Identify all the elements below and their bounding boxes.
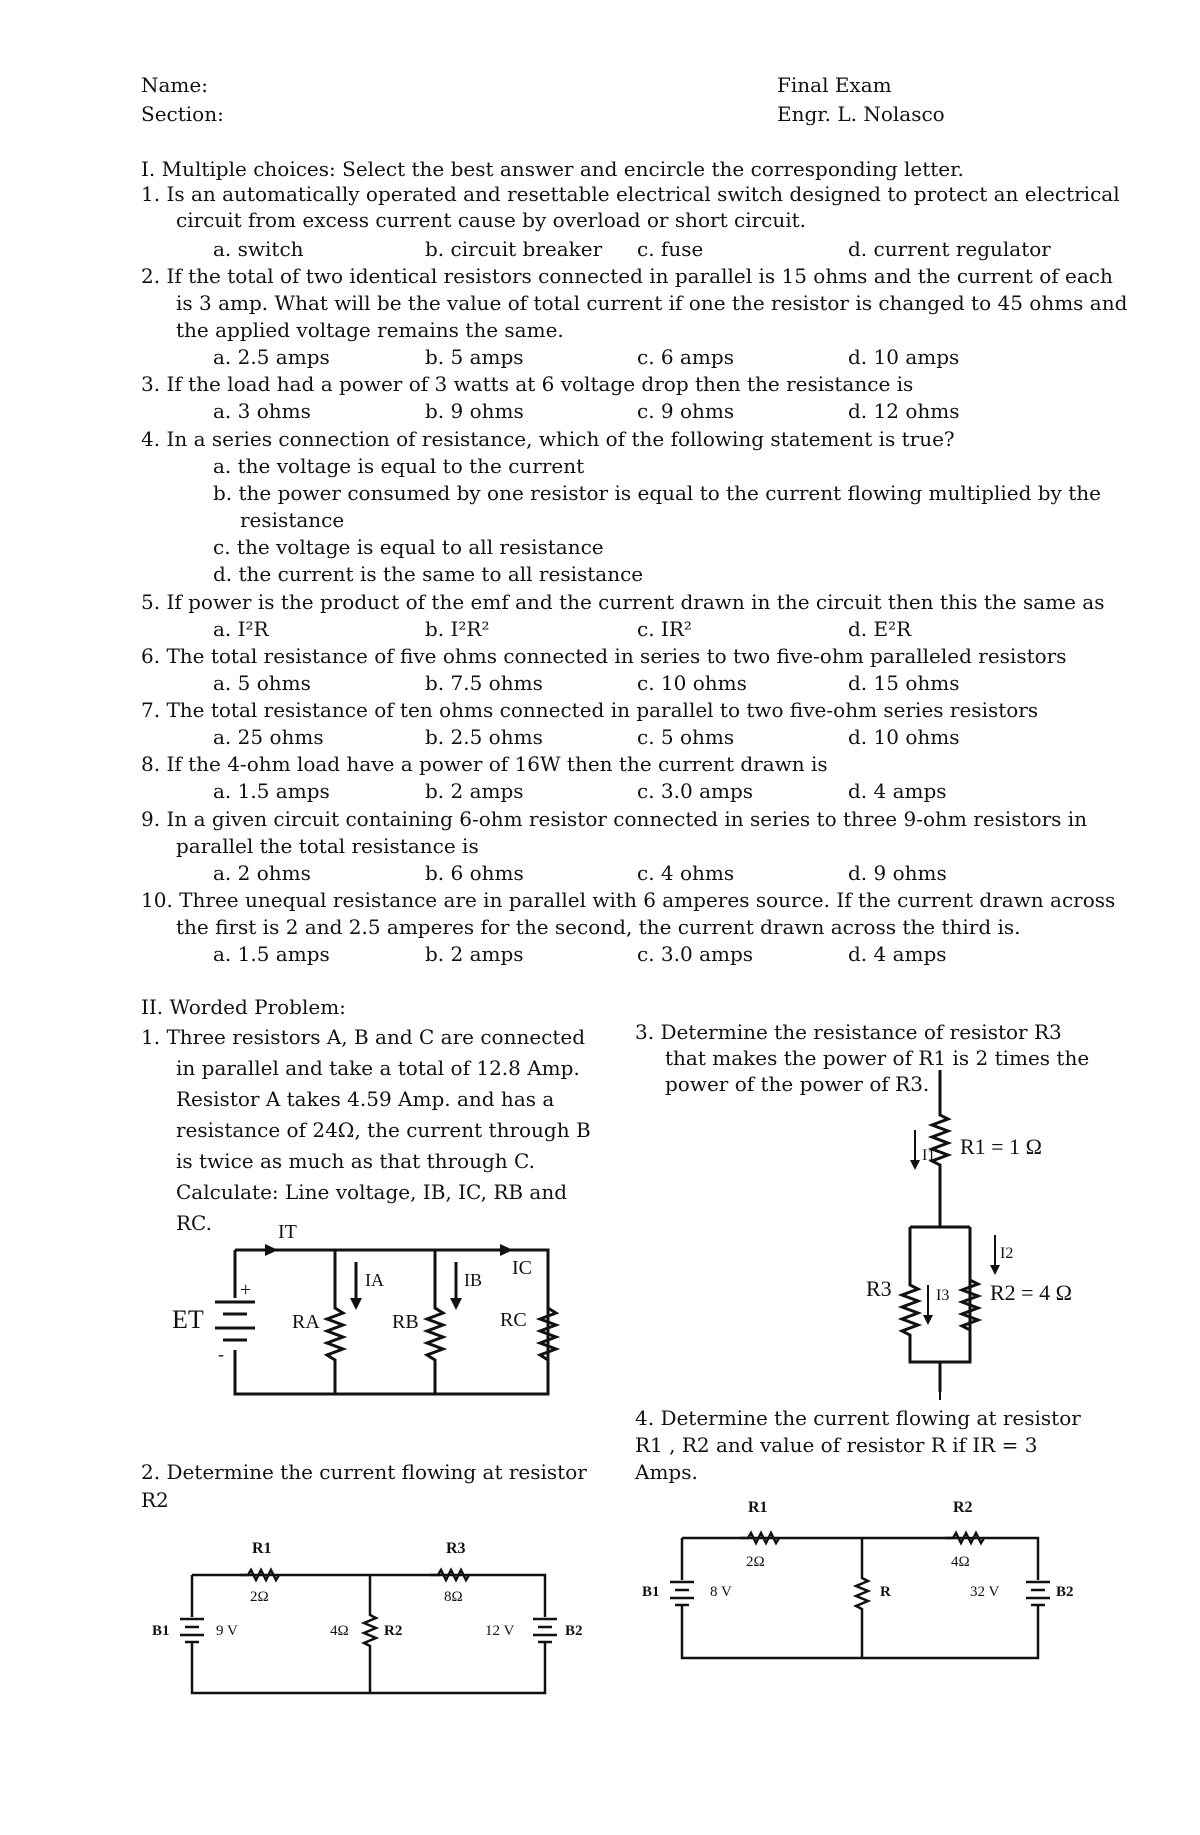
part2-title: II. Worded Problem:	[141, 995, 346, 1019]
q1-text: circuit from excess current cause by overload or short circuit.	[176, 208, 807, 232]
problem3-text: that makes the power of R1 is 2 times the	[665, 1046, 1090, 1070]
circuit-diagram-4	[640, 1490, 1100, 1670]
current-ia-label: IA	[365, 1270, 384, 1290]
q3-text: 3. If the load had a power of 3 watts at 6 voltage drop then the resistance is	[141, 372, 914, 396]
q6-choice-c: c. 10 ohms	[637, 671, 747, 695]
q6-text: 6. The total resistance of five ohms connected in series to two five-ohm paralleled resistors	[141, 644, 1067, 668]
problem1-text: resistance of 24Ω, the current through B	[176, 1118, 591, 1142]
q3-choice-b: b. 9 ohms	[425, 399, 524, 423]
q5-text: 5. If power is the product of the emf and the current drawn in the circuit then this the same as	[141, 590, 1105, 614]
resistor-r1-label: R1	[252, 1540, 272, 1557]
q4-choice-c: c. the voltage is equal to all resistance	[213, 535, 604, 559]
resistor-r2-label: R2	[384, 1623, 403, 1639]
q9-choice-a: a. 2 ohms	[213, 861, 311, 885]
q3-choice-c: c. 9 ohms	[637, 399, 735, 423]
resistor-r2-label: R2 = 4 Ω	[990, 1280, 1072, 1305]
current-i1-label: I1	[922, 1147, 936, 1164]
problem2-text: R2	[141, 1488, 169, 1512]
resistor-r1-value: 2Ω	[250, 1589, 269, 1605]
current-ib-label: IB	[464, 1270, 482, 1290]
q9-choice-b: b. 6 ohms	[425, 861, 524, 885]
q8-choice-c: c. 3.0 amps	[637, 779, 754, 803]
q9-choice-d: d. 9 ohms	[848, 861, 947, 885]
q7-choice-d: d. 10 ohms	[848, 725, 960, 749]
q5-choice-c: c. IR²	[637, 617, 692, 641]
q7-choice-b: b. 2.5 ohms	[425, 725, 543, 749]
source-et-label: ET	[172, 1305, 204, 1334]
problem1-text: in parallel and take a total of 12.8 Amp.	[176, 1056, 580, 1080]
plus-sign: +	[240, 1279, 252, 1301]
resistor-r1-value: 2Ω	[746, 1554, 765, 1570]
problem3-text: 3. Determine the resistance of resistor R3	[635, 1020, 1062, 1044]
problem1-text: is twice as much as that through C.	[176, 1149, 535, 1173]
q1-choice-b: b. circuit breaker	[425, 237, 603, 261]
q4-choice-b: resistance	[240, 508, 345, 532]
battery-b1-label: B1	[152, 1623, 170, 1639]
q3-choice-a: a. 3 ohms	[213, 399, 311, 423]
resistor-r3-label: R3	[446, 1540, 466, 1557]
name-label: Name:	[141, 73, 208, 97]
q1-choice-c: c. fuse	[637, 237, 704, 261]
q7-choice-a: a. 25 ohms	[213, 725, 324, 749]
problem1-text: Calculate: Line voltage, IB, IC, RB and	[176, 1180, 568, 1204]
q10-text: the first is 2 and 2.5 amperes for the second, the current drawn across the third is.	[176, 915, 1021, 939]
battery-b2-voltage: 32 V	[970, 1584, 1000, 1600]
problem4-text: 4. Determine the current flowing at resistor	[635, 1406, 1081, 1430]
current-ic-label: IC	[512, 1257, 532, 1279]
circuit-diagram-3	[860, 1070, 1100, 1400]
q6-choice-d: d. 15 ohms	[848, 671, 960, 695]
problem2-text: 2. Determine the current flowing at resistor	[141, 1460, 587, 1484]
q8-choice-d: d. 4 amps	[848, 779, 947, 803]
battery-b2-voltage: 12 V	[485, 1623, 515, 1639]
problem4-text: R1 , R2 and value of resistor R if IR = 3	[635, 1433, 1038, 1457]
q6-choice-a: a. 5 ohms	[213, 671, 311, 695]
q8-choice-b: b. 2 amps	[425, 779, 524, 803]
resistor-r2-value: 4Ω	[330, 1623, 349, 1639]
resistor-rb-label: RB	[392, 1311, 419, 1333]
battery-b1-label: B1	[642, 1584, 660, 1600]
q10-choice-d: d. 4 amps	[848, 942, 947, 966]
q4-choice-a: a. the voltage is equal to the current	[213, 454, 585, 478]
q4-choice-d: d. the current is the same to all resistance	[213, 562, 644, 586]
resistor-rc-label: RC	[500, 1309, 527, 1331]
q4-text: 4. In a series connection of resistance, which of the following statement is true?	[141, 427, 955, 451]
q5-choice-d: d. E²R	[848, 617, 912, 641]
q10-text: 10. Three unequal resistance are in parallel with 6 amperes source. If the current drawn across	[141, 888, 1116, 912]
q4-choice-b: b. the power consumed by one resistor is equal to the current flowing multiplied by the	[213, 481, 1101, 505]
q2-choice-d: d. 10 amps	[848, 345, 960, 369]
resistor-r3-label: R3	[866, 1276, 892, 1301]
resistor-r2-value: 4Ω	[951, 1554, 970, 1570]
q7-choice-c: c. 5 ohms	[637, 725, 735, 749]
q10-choice-a: a. 1.5 amps	[213, 942, 330, 966]
q2-text: is 3 amp. What will be the value of total current if one the resistor is changed to 45 ohms and	[176, 291, 1128, 315]
q9-text: parallel the total resistance is	[176, 834, 479, 858]
q8-choice-a: a. 1.5 amps	[213, 779, 330, 803]
current-it-label: IT	[278, 1221, 297, 1243]
section-label: Section:	[141, 102, 224, 126]
resistor-r1-label: R1 = 1 Ω	[960, 1134, 1042, 1159]
q7-text: 7. The total resistance of ten ohms connected in parallel to two five-ohm series resistors	[141, 698, 1039, 722]
minus-sign: -	[218, 1344, 224, 1364]
q3-choice-d: d. 12 ohms	[848, 399, 960, 423]
resistor-ra-label: RA	[292, 1311, 320, 1333]
battery-b2-label: B2	[1056, 1584, 1074, 1600]
q2-choice-c: c. 6 amps	[637, 345, 734, 369]
current-i3-label: I3	[936, 1287, 950, 1304]
q2-choice-a: a. 2.5 amps	[213, 345, 330, 369]
resistor-r3-value: 8Ω	[444, 1589, 463, 1605]
q1-text: 1. Is an automatically operated and resettable electrical switch designed to protect an electrical	[141, 182, 1120, 206]
battery-b1-voltage: 9 V	[216, 1623, 238, 1639]
q2-choice-b: b. 5 amps	[425, 345, 524, 369]
resistor-r-label: R	[880, 1584, 891, 1600]
q10-choice-b: b. 2 amps	[425, 942, 524, 966]
q6-choice-b: b. 7.5 ohms	[425, 671, 543, 695]
battery-b1-voltage: 8 V	[710, 1584, 732, 1600]
problem1-text: 1. Three resistors A, B and C are connected	[141, 1025, 586, 1049]
q9-choice-c: c. 4 ohms	[637, 861, 735, 885]
problem1-text: Resistor A takes 4.59 Amp. and has a	[176, 1087, 555, 1111]
q1-choice-a: a. switch	[213, 237, 304, 261]
problem3-text: power of the power of R3.	[665, 1072, 930, 1096]
q2-text: the applied voltage remains the same.	[176, 318, 564, 342]
resistor-r2-label: R2	[953, 1499, 973, 1516]
q10-choice-c: c. 3.0 amps	[637, 942, 754, 966]
q5-choice-a: a. I²R	[213, 617, 269, 641]
battery-b2-label: B2	[565, 1623, 583, 1639]
instructor-name: Engr. L. Nolasco	[777, 102, 945, 126]
circuit-diagram-1	[160, 1210, 580, 1410]
problem4-text: Amps.	[635, 1460, 698, 1484]
circuit-diagram-2	[140, 1515, 610, 1705]
q1-choice-d: d. current regulator	[848, 237, 1051, 261]
problem1-text: RC.	[176, 1211, 213, 1235]
q8-text: 8. If the 4-ohm load have a power of 16W then the current drawn is	[141, 752, 828, 776]
q9-text: 9. In a given circuit containing 6-ohm resistor connected in series to three 9-ohm resistors in	[141, 807, 1088, 831]
q2-text: 2. If the total of two identical resistors connected in parallel is 15 ohms and the current of each	[141, 264, 1113, 288]
part1-title: I. Multiple choices: Select the best answer and encircle the corresponding letter.	[141, 157, 964, 181]
q5-choice-b: b. I²R²	[425, 617, 490, 641]
current-i2-label: I2	[1000, 1245, 1014, 1262]
resistor-r1-label: R1	[748, 1499, 768, 1516]
exam-title: Final Exam	[777, 73, 892, 97]
